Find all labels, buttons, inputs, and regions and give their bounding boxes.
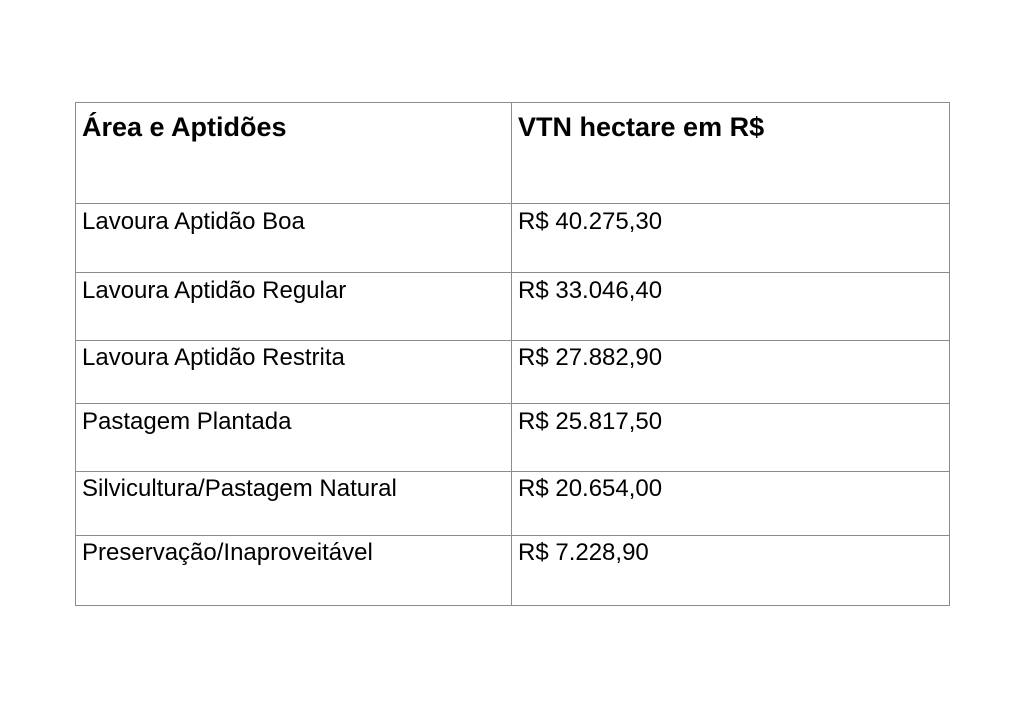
vtn-table <box>75 102 950 606</box>
header-area-aptidoes: Área e Aptidões <box>76 103 512 204</box>
value-cell: R$ 33.046,40 <box>512 273 950 341</box>
table-row <box>76 341 950 404</box>
table-row <box>76 273 950 341</box>
value-cell: R$ 27.882,90 <box>512 341 950 404</box>
table-row <box>76 204 950 273</box>
table-row <box>76 472 950 536</box>
table-row <box>76 404 950 472</box>
table-row <box>76 536 950 606</box>
area-cell: Lavoura Aptidão Boa <box>76 204 512 273</box>
value-cell: R$ 25.817,50 <box>512 404 950 472</box>
value-cell: R$ 20.654,00 <box>512 472 950 536</box>
header-vtn-hectare: VTN hectare em R$ <box>512 103 950 204</box>
area-cell: Pastagem Plantada <box>76 404 512 472</box>
value-cell: R$ 7.228,90 <box>512 536 950 606</box>
area-cell: Lavoura Aptidão Regular <box>76 273 512 341</box>
value-cell: R$ 40.275,30 <box>512 204 950 273</box>
area-cell: Lavoura Aptidão Restrita <box>76 341 512 404</box>
area-cell: Preservação/Inaproveitável <box>76 536 512 606</box>
table-header-row <box>76 103 950 204</box>
area-cell: Silvicultura/Pastagem Natural <box>76 472 512 536</box>
